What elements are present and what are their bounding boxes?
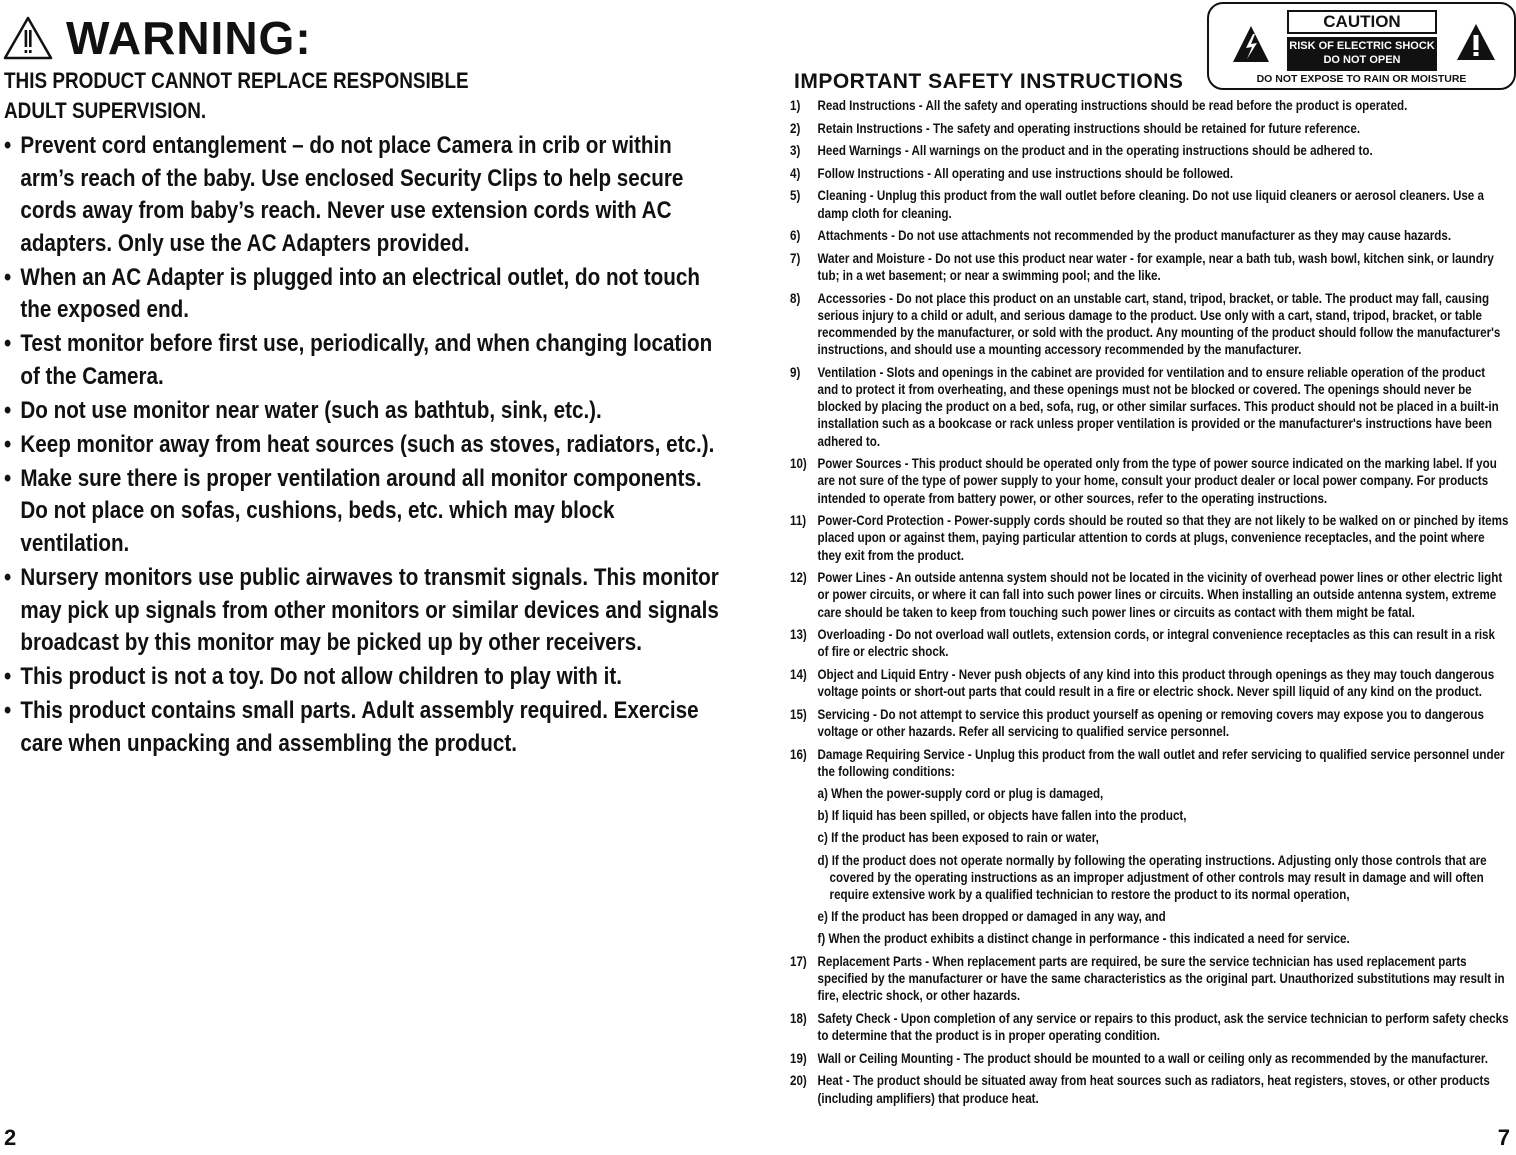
warning-bullet: • This product contains small parts. Adult assembly required. Exercise care when unpacking and assembling the product. bbox=[4, 695, 723, 760]
warning-bullet: • When an AC Adapter is plugged into an electrical outlet, do not touch the exposed end. bbox=[4, 262, 723, 327]
instruction-number: 19) bbox=[790, 1050, 807, 1066]
instruction-number: 14) bbox=[790, 666, 807, 682]
instruction-text: Safety Check - Upon completion of any service or repairs to this product, ask the service technician to perform safety checks to determine that the product is in proper operating condition. bbox=[817, 1010, 1509, 1044]
instruction-text: Heat - The product should be situated away from heat sources such as radiators, heat registers, stoves, or other products (including amplifiers) that produce heat. bbox=[817, 1073, 1490, 1106]
instruction-number: 1) bbox=[790, 98, 801, 113]
instruction-number: 2) bbox=[790, 120, 801, 136]
instruction-text: Attachments - Do not use attachments not recommended by the product manufacturer as they may cause hazards. bbox=[817, 228, 1452, 244]
damage-condition: d) If the product does not operate normally by following the operating instructions. Adjusting only those controls that are covered by the operating instructions as an improper adjustment of other controls may result in damage and will often require extensive work by a qualified technician to restore the product to its normal operation, bbox=[817, 852, 1487, 902]
risk-of-shock-label bbox=[1287, 37, 1437, 71]
instruction-number: 3) bbox=[790, 143, 801, 159]
instruction-text: Overloading - Do not overload wall outlets, extension cords, or integral convenience receptacles as this can result in a risk of fire or electric shock. bbox=[817, 627, 1495, 660]
instruction-item bbox=[790, 569, 1509, 621]
instruction-text: Power Lines - An outside antenna system should not be located in the vicinity of overhead power lines or other electric light or power circuits, or where it can fall into such power lines or circuits. When installing an outside antenna system, extreme care should be taken to keep from touching such power lines or circuits as contact with them might be fatal. bbox=[817, 570, 1503, 620]
damage-condition: c) If the product has been exposed to rain or water, bbox=[817, 830, 1099, 846]
instruction-number: 6) bbox=[790, 228, 801, 244]
instruction-number: 9) bbox=[790, 364, 801, 380]
instruction-number: 10) bbox=[790, 456, 807, 472]
damage-condition: b) If liquid has been spilled, or objects have fallen into the product, bbox=[817, 808, 1187, 824]
risk-line-2: DO NOT OPEN bbox=[1323, 54, 1401, 66]
instruction-item bbox=[790, 187, 1509, 221]
caution-label-box bbox=[1207, 2, 1516, 90]
instruction-item bbox=[790, 165, 1509, 182]
warning-bullet: • Keep monitor away from heat sources (such as stoves, radiators, etc.). bbox=[4, 429, 723, 462]
instruction-number: 18) bbox=[790, 1010, 807, 1026]
instruction-item bbox=[790, 97, 1509, 114]
instruction-text: Power Sources - This product should be operated only from the type of power source indicated on the marking label. If you are not sure of the type of power supply to your home, consult your product dealer or local power company. For products intended to operate from battery power, or other sources, refer to the operating instructions. bbox=[817, 456, 1497, 506]
right-page bbox=[780, 0, 1516, 1155]
instruction-number: 17) bbox=[790, 953, 807, 969]
risk-line-1: RISK OF ELECTRIC SHOCK bbox=[1289, 40, 1435, 52]
instruction-number: 20) bbox=[790, 1073, 807, 1089]
instruction-number: 12) bbox=[790, 570, 807, 586]
instruction-text: Power-Cord Protection - Power-supply cords should be routed so that they are not likely to be walked on or pinched by items placed upon or against them, paying particular attention to cords at plugs, convenience receptacles, and the point where they exit from the product. bbox=[817, 513, 1509, 563]
instruction-text: Follow Instructions - All operating and use instructions should be followed. bbox=[817, 165, 1234, 181]
instruction-number: 7) bbox=[790, 250, 801, 266]
instruction-item bbox=[790, 953, 1509, 1005]
instruction-number: 8) bbox=[790, 290, 801, 306]
warning-bullet: • Test monitor before first use, periodically, and when changing location of the Camera. bbox=[4, 328, 723, 393]
instruction-number: 11) bbox=[790, 513, 807, 529]
instruction-text: Object and Liquid Entry - Never push objects of any kind into this product through openings as they may touch dangerous voltage points or short-out parts that could result in a fire or electric shock. Never spill liquid of any kind on the product. bbox=[817, 666, 1495, 700]
instruction-text: Servicing - Do not attempt to service this product yourself as opening or removing covers may expose you to dangerous voltage or other hazards. Refer all servicing to qualified service personnel. bbox=[817, 706, 1484, 739]
left-page bbox=[0, 0, 740, 1155]
warning-bullet-list bbox=[4, 130, 723, 762]
supervision-notice bbox=[4, 66, 554, 126]
instruction-item bbox=[790, 706, 1509, 740]
safety-instructions-title: IMPORTANT SAFETY INSTRUCTIONS bbox=[794, 70, 1184, 93]
instruction-item bbox=[790, 746, 1509, 948]
instruction-number: 16) bbox=[790, 746, 807, 762]
instruction-text: Ventilation - Slots and openings in the cabinet are provided for ventilation and to ensure reliable operation of the product and to protect it from overheating, and these openings must not be blocked or covered. The openings should never be blocked by placing the product on a bed, sofa, rug, or other similar surfaces. This product should not be placed in a built-in installation such as a bookcase or rack unless proper ventilation is provided or the manufacturer's instructions have been adhered to. bbox=[817, 364, 1499, 449]
caution-label: CAUTION bbox=[1287, 10, 1437, 34]
warning-bullet: • Nursery monitors use public airwaves to transmit signals. This monitor may pick up signals from other monitors or similar devices and signals broadcast by this monitor may be picked up by other receivers. bbox=[4, 562, 723, 660]
instruction-item bbox=[790, 290, 1509, 359]
instruction-number: 15) bbox=[790, 706, 807, 722]
instruction-text: Read Instructions - All the safety and operating instructions should be read before the product is operated. bbox=[817, 98, 1408, 113]
supervision-line-2: ADULT SUPERVISION. bbox=[4, 98, 207, 123]
instruction-number: 5) bbox=[790, 188, 801, 204]
safety-instructions-list bbox=[790, 97, 1509, 1112]
damage-condition: e) If the product has been dropped or damaged in any way, and bbox=[817, 909, 1166, 925]
instruction-item bbox=[790, 364, 1509, 450]
damage-conditions-list bbox=[818, 785, 1509, 948]
warning-bullet: • Make sure there is proper ventilation around all monitor components. Do not place on sofas, cushions, beds, etc. which may block ventilation. bbox=[4, 463, 723, 561]
instruction-item bbox=[790, 626, 1509, 660]
instruction-text: Heed Warnings - All warnings on the product and in the operating instructions should be adhered to. bbox=[817, 143, 1373, 159]
warning-triangle-icon bbox=[2, 15, 54, 61]
instruction-number: 13) bbox=[790, 627, 807, 643]
page-number-right: 7 bbox=[1497, 1125, 1510, 1150]
instruction-text: Water and Moisture - Do not use this product near water - for example, near a bath tub, wash bowl, kitchen sink, or laundry tub; in a wet basement; or near a swimming pool; and the like. bbox=[817, 250, 1494, 283]
warning-bullet: • Prevent cord entanglement – do not place Camera in crib or within arm’s reach of the baby. Use enclosed Security Clips to help secure cords away from baby’s reach. Never use extension cords with AC adapters. Only use the AC Adapters provided. bbox=[4, 130, 723, 260]
instruction-item bbox=[790, 455, 1509, 507]
instruction-text: Retain Instructions - The safety and operating instructions should be retained for future reference. bbox=[817, 120, 1361, 136]
damage-condition: a) When the power-supply cord or plug is damaged, bbox=[817, 785, 1104, 801]
instruction-item bbox=[790, 666, 1509, 700]
warning-bullet: • This product is not a toy. Do not allow children to play with it. bbox=[4, 661, 723, 694]
page-number-left: 2 bbox=[4, 1125, 17, 1150]
instruction-item bbox=[790, 227, 1509, 244]
electric-shock-icon bbox=[1231, 24, 1271, 66]
exclamation-triangle-icon bbox=[1455, 22, 1497, 64]
instruction-item bbox=[790, 1072, 1509, 1106]
damage-condition: f) When the product exhibits a distinct change in performance - this indicated a need for service. bbox=[817, 931, 1350, 947]
rain-moisture-warning: DO NOT EXPOSE TO RAIN OR MOISTURE bbox=[1256, 73, 1467, 85]
instruction-text: Accessories - Do not place this product on an unstable cart, stand, tripod, bracket, or table. The product may fall, causing serious injury to a child or adult, and serious damage to the product. Use only with a cart, stand, tripod, bracket, or table recommended by the manufacturer, or sold with the product. Any mounting of the product should follow the manufacturer's instructions, and should use a mounting accessory recommended by the manufacturer. bbox=[817, 290, 1501, 358]
instruction-number: 4) bbox=[790, 165, 801, 181]
instruction-item bbox=[790, 1050, 1509, 1067]
instruction-item bbox=[790, 1010, 1509, 1044]
supervision-line-1: THIS PRODUCT CANNOT REPLACE RESPONSIBLE bbox=[4, 68, 469, 93]
instruction-text: Damage Requiring Service - Unplug this product from the wall outlet and refer servicing to qualified service personnel under the following conditions: bbox=[817, 746, 1505, 779]
instruction-item bbox=[790, 142, 1509, 159]
instruction-item bbox=[790, 512, 1509, 564]
instruction-item bbox=[790, 120, 1509, 137]
instruction-text: Wall or Ceiling Mounting - The product should be mounted to a wall or ceiling only as recommended by the manufacturer. bbox=[817, 1050, 1488, 1066]
instruction-text: Cleaning - Unplug this product from the wall outlet before cleaning. Do not use liquid cleaners or aerosol cleaners. Use a damp cloth for cleaning. bbox=[817, 188, 1484, 221]
instruction-text: Replacement Parts - When replacement parts are required, be sure the service technician has used replacement parts specified by the manufacturer or have the same characteristics as the original part. Unauthorized substitutions may result in fire, electric shock, or other hazards. bbox=[817, 953, 1505, 1004]
warning-header bbox=[2, 10, 312, 66]
instruction-item bbox=[790, 250, 1509, 284]
warning-bullet: • Do not use monitor near water (such as bathtub, sink, etc.). bbox=[4, 395, 723, 428]
warning-title: WARNING: bbox=[66, 12, 312, 64]
